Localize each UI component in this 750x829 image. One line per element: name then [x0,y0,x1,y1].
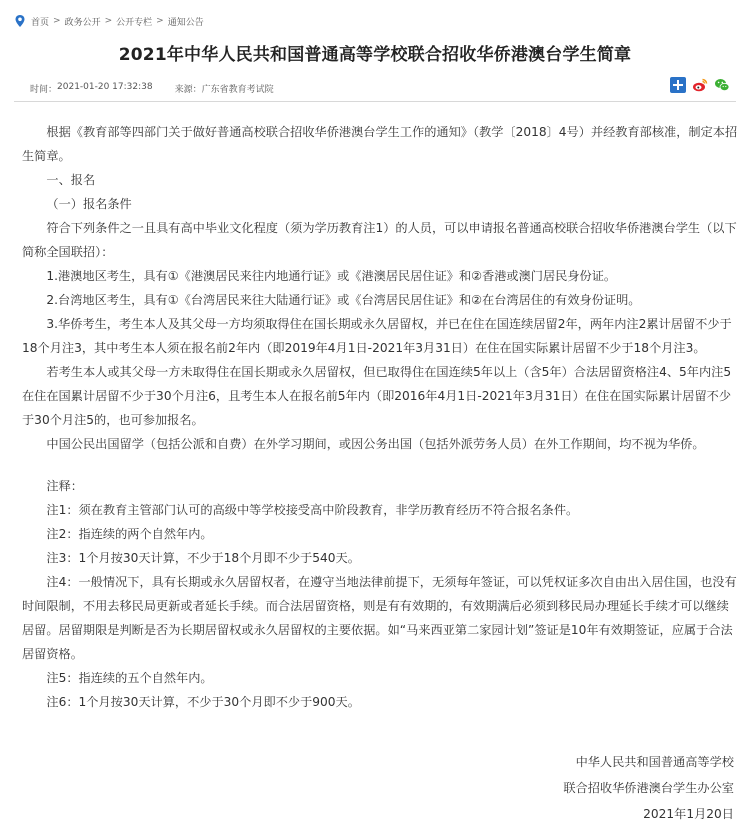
signature-org-line1: 中华人民共和国普通高等学校 [575,755,734,769]
note-5: 注5：指连续的五个自然年内。 [46,671,213,685]
breadcrumb-separator: > [156,16,164,26]
condition-overseas-chinese: 3.华侨考生，考生本人及其父母一方均须取得住在国长期或永久居留权，并已在住在国连续居留2年，两年内注2累计居留不少于18个月注3，其中考生本人须在报名前2年内（即2019年4月1日-2021年3月31日）在住在国实际累计居留不少于18个月注3。 [22,317,732,355]
note-2: 注2：指连续的两个自然年内。 [46,527,213,541]
signature-date: 2021年1月20日 [643,807,734,821]
article-meta [30,82,274,95]
share-bar [670,77,730,93]
exclusion-paragraph: 中国公民出国留学（包括公派和自费）在外学习期间，或因公务出国（包括外派劳务人员）在外工作期间，均不视为华侨。 [46,437,705,451]
breadcrumb-home[interactable]: 首页 [31,17,50,28]
note-1: 注1：须在教育主管部门认可的高级中等学校接受高中阶段教育，非学历教育经历不符合报名条件。 [46,503,579,517]
note-4: 注4：一般情况下，具有长期或永久居留权者，在遵守当地法律前提下，无须每年签证，可以凭权证多次自由出入居住国，也没有时间限制，不用去移民局更新或者延长手续。而合法居留资格，则是有有效期的，有效期满后必须到移民局办理延长手续才可以继续居留。居留期限是判断是否为长期居留权或永久居留权的主要依据。如“马来西亚第二家园计划”签证是10年有效期签证，应属于合法居留资格。 [22,575,737,661]
note-3: 注3：1个月按30天计算，不少于18个月即不少于540天。 [46,551,360,565]
subsection-heading: （一）报名条件 [46,197,132,211]
breadcrumb-separator: > [104,16,113,26]
notes-heading: 注释： [46,479,83,493]
source-label: 来源： [174,85,202,95]
condition-taiwan: 2.台湾地区考生，具有①《台湾居民来往大陆通行证》或《台湾居民居住证》和②在台湾居住的有效身份证明。 [46,293,641,307]
breadcrumb-public-affairs[interactable]: 政务公开 [64,17,101,28]
article-source: 广东省教育考试院 [201,85,274,95]
time-label: 时间： [30,85,58,95]
signature-block [563,749,734,827]
intro-paragraph: 根据《教育部等四部门关于做好普通高校联合招收华侨港澳台学生工作的通知》（教学〔2018〕4号）并经教育部核准，制定本招生简章。 [22,125,738,163]
eligibility-paragraph: 符合下列条件之一且具有高中毕业文化程度（须为学历教育注1）的人员，可以申请报名普通高校联合招收华侨港澳台学生（以下简称全国联招）： [22,221,737,259]
publish-time: 2021-01-20 17:32:38 [57,82,153,92]
breadcrumb [14,12,204,30]
wechat-icon[interactable] [714,77,730,93]
breadcrumb-public-column[interactable]: 公开专栏 [116,17,153,28]
condition-hk-macao: 1.港澳地区考生，具有①《港澳居民来往内地通行证》或《港澳居民居住证》和②香港或澳门居民身份证。 [46,269,617,283]
breadcrumb-separator: > [53,16,61,26]
article-title: 2021年中华人民共和国普通高等学校联合招收华侨港澳台学生简章 [118,45,632,65]
condition-residence: 若考生本人或其父母一方未取得住在国长期或永久居留权，但已取得住在国连续5年以上（含5年）合法居留资格注4、5年内注5在住在国累计居留不少于30个月注6，且考生本人在报名前5年内（即2016年4月1日-2021年3月31日）在住在国实际累计居留不少于30个月注5的，也可参加报名。 [22,365,732,427]
section-heading: 一、报名 [46,173,96,187]
weibo-icon[interactable] [692,77,708,93]
plus-share-icon[interactable] [670,77,686,93]
breadcrumb-notices[interactable]: 通知公告 [167,17,204,28]
title-divider [14,101,736,102]
article-body [22,120,738,714]
note-6: 注6：1个月按30天计算，不少于30个月即不少于900天。 [46,695,360,709]
location-pin-icon [14,14,26,28]
signature-org-line2: 联合招收华侨港澳台学生办公室 [563,781,734,795]
